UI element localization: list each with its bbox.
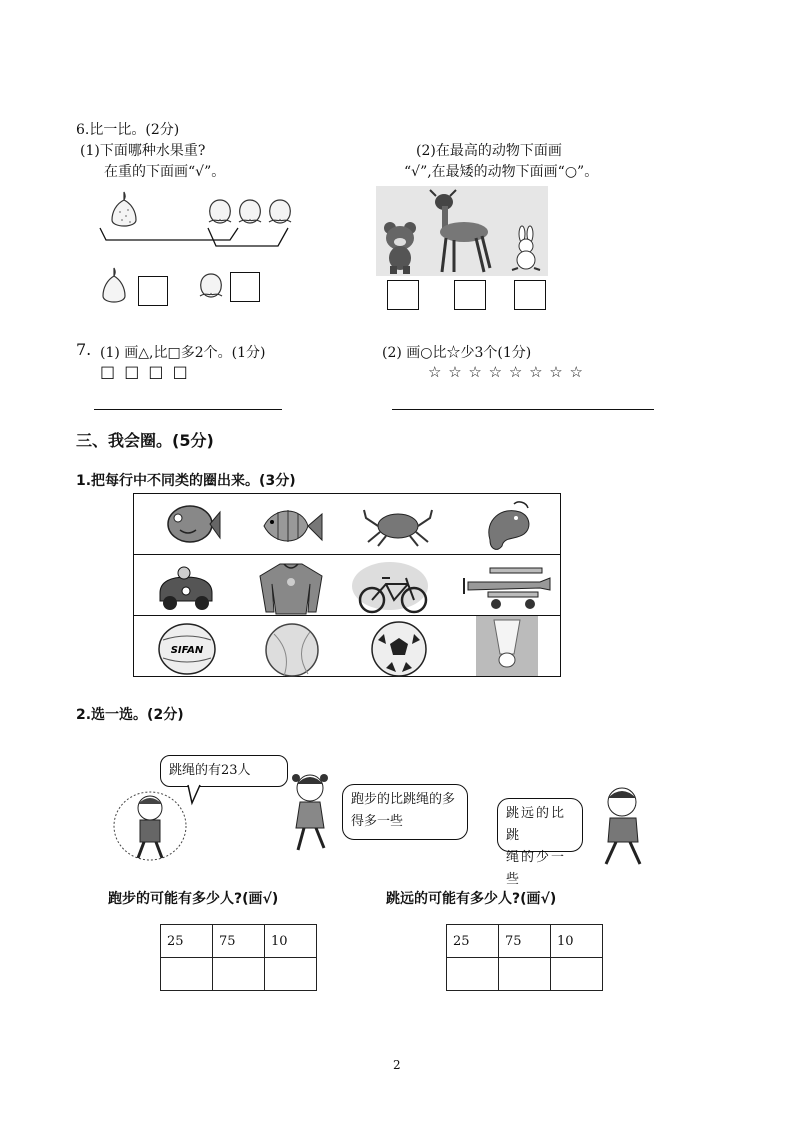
q6-part2-line1: (2)在最高的动物下面画	[416, 143, 562, 159]
answer-box-pear[interactable]	[138, 276, 168, 306]
peach-icon	[265, 196, 295, 228]
q7-part2-stars: ☆ ☆ ☆ ☆ ☆ ☆ ☆ ☆	[428, 363, 584, 381]
deer-icon	[428, 188, 494, 274]
tropical-fish-icon[interactable]	[258, 500, 322, 552]
page-number: 2	[393, 1058, 401, 1072]
q7-part1-squares: □ □ □ □	[100, 362, 190, 381]
boy-running-icon	[590, 784, 656, 870]
soccer-ball-icon[interactable]	[370, 620, 428, 678]
bicycle-icon[interactable]	[350, 560, 434, 616]
q7-answer-line-left[interactable]	[94, 409, 282, 410]
balance-bracket	[98, 226, 298, 250]
airplane-icon[interactable]	[460, 564, 556, 612]
shuttlecock-icon[interactable]	[476, 616, 538, 676]
q7-part1: (1) 画△,比□多2个。(1分)	[100, 345, 266, 361]
q6-part1-line2: 在重的下面画“√”。	[104, 164, 226, 180]
answer-box-bear[interactable]	[387, 280, 419, 310]
dolphin-icon[interactable]	[480, 500, 534, 554]
speech-bubble-long-jump: 跳远的比跳 绳的少一些	[497, 798, 583, 852]
q7-number: 7.	[76, 340, 92, 359]
option-cell: 25	[447, 925, 499, 958]
girl-running-icon	[280, 770, 340, 856]
answer-cell[interactable]	[499, 958, 551, 991]
peach-icon	[205, 196, 235, 228]
options-table-long-jump	[446, 924, 603, 991]
answer-cell[interactable]	[213, 958, 265, 991]
peach-icon	[235, 196, 265, 228]
bear-icon	[378, 218, 422, 274]
q6-title: 6.比一比。(2分)	[76, 122, 180, 138]
crab-icon[interactable]	[362, 502, 434, 548]
option-cell: 75	[499, 925, 551, 958]
fish-icon[interactable]	[160, 500, 220, 550]
volleyball-icon[interactable]	[157, 622, 217, 676]
q7-answer-line-right[interactable]	[392, 409, 654, 410]
question-long-jump-count: 跳远的可能有多少人?(画√)	[386, 891, 557, 907]
answer-box-deer[interactable]	[454, 280, 486, 310]
toy-car-icon[interactable]	[156, 563, 216, 613]
sweater-icon[interactable]	[258, 560, 324, 616]
q7-part2: (2) 画○比☆少3个(1分)	[382, 345, 532, 361]
pear-icon	[98, 266, 128, 306]
peach-icon	[196, 270, 226, 302]
option-cell: 10	[551, 925, 603, 958]
option-cell: 10	[265, 925, 317, 958]
option-cell: 25	[161, 925, 213, 958]
section3-heading: 三、我会圈。(5分)	[76, 431, 214, 450]
white-ball-icon[interactable]	[264, 622, 320, 678]
answer-cell[interactable]	[551, 958, 603, 991]
ball-brand-text: SIFAN	[170, 645, 204, 656]
q6-part2-line2: “√”,在最矮的动物下面画“○”。	[404, 164, 599, 180]
section3-q1-title: 1.把每行中不同类的圈出来。(3分)	[76, 473, 296, 489]
answer-cell[interactable]	[447, 958, 499, 991]
answer-cell[interactable]	[161, 958, 213, 991]
question-running-count: 跑步的可能有多少人?(画√)	[108, 891, 279, 907]
option-cell: 75	[213, 925, 265, 958]
section3-q2-title: 2.选一选。(2分)	[76, 707, 184, 723]
speech-bubble-running: 跑步的比跳绳的多 得多一些	[342, 784, 468, 840]
options-table-running	[160, 924, 317, 991]
answer-box-peach[interactable]	[230, 272, 260, 302]
speech-bubble-jump-rope: 跳绳的有23人	[160, 755, 288, 787]
rabbit-icon	[508, 228, 544, 272]
q6-part1-line1: (1)下面哪种水果重?	[80, 143, 206, 159]
answer-cell[interactable]	[265, 958, 317, 991]
boy-jump-rope-icon	[110, 786, 190, 866]
answer-box-rabbit[interactable]	[514, 280, 546, 310]
